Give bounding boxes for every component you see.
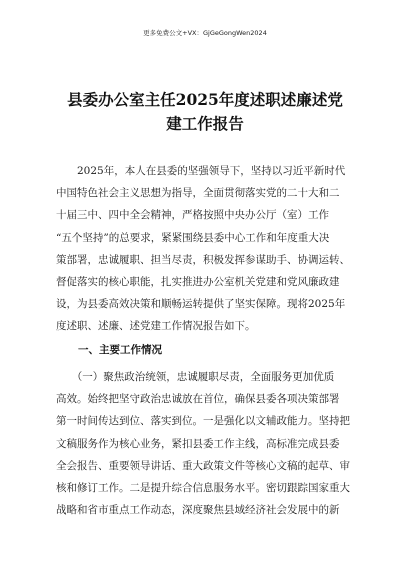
title-line-2: 建工作报告 <box>166 114 244 133</box>
paragraph-line: 度述职、述廉、述党建工作情况报告如下。 <box>56 320 256 333</box>
paragraph-line: “五个坚持”的总要求，紧紧围绕县委中心工作和年度重大决 <box>56 231 330 244</box>
paragraph-line: 高效。始终把坚守政治忠诚放在首位，确保县委各项决策部署 <box>56 393 340 406</box>
paragraph-line: 十届三中、四中全会精神，严格按照中央办公厅（室）工作 <box>56 209 329 222</box>
document-title <box>0 88 410 136</box>
paragraph-line: （一）聚焦政治统领，忠诚履职尽责，全面服务更加优质 <box>56 371 335 383</box>
paragraph-line: 文稿服务作为核心业务，紧扣县委工作主线，高标准完成县委 <box>56 437 340 450</box>
title-line-1: 县委办公室主任2025年度述职述廉述党 <box>67 90 343 109</box>
section-heading: 一、主要工作情况 <box>78 344 162 356</box>
paragraph-line: 督促落实的核心职能，扎实推进办公室机关党建和党风廉政建 <box>56 276 340 289</box>
paragraph-line: 全会报告、重要领导讲话、重大政策文件等核心文稿的起草、审 <box>56 459 350 472</box>
intro-paragraph <box>56 160 352 338</box>
paragraph-line: 策部署，忠诚履职、担当尽责，积极发挥参谋助手、协调运转、 <box>56 253 350 266</box>
paragraph-line: 核和修订工作。二是提升综合信息服务水平。密切跟踪国家重大 <box>56 482 350 495</box>
paragraph-line: 设，为县委高效决策和顺畅运转提供了坚实保障。现将2025年 <box>56 298 346 311</box>
paragraph-line: 战略和省市重点工作动态，深度聚焦县域经济社会发展中的新 <box>56 504 340 517</box>
paragraph-line: 中国特色社会主义思想为指导，全面贯彻落实党的二十大和二 <box>56 187 340 200</box>
paragraph-line: 第一时间传达到位、落实到位。一是强化以文辅政能力。坚持把 <box>56 415 350 428</box>
work-paragraph <box>56 366 352 521</box>
header-note: 更多免费公文+VX：GjGeGongWen2024 <box>143 29 267 37</box>
paragraph-line: 2025年，本人在县委的坚强领导下，坚持以习近平新时代 <box>56 165 346 177</box>
